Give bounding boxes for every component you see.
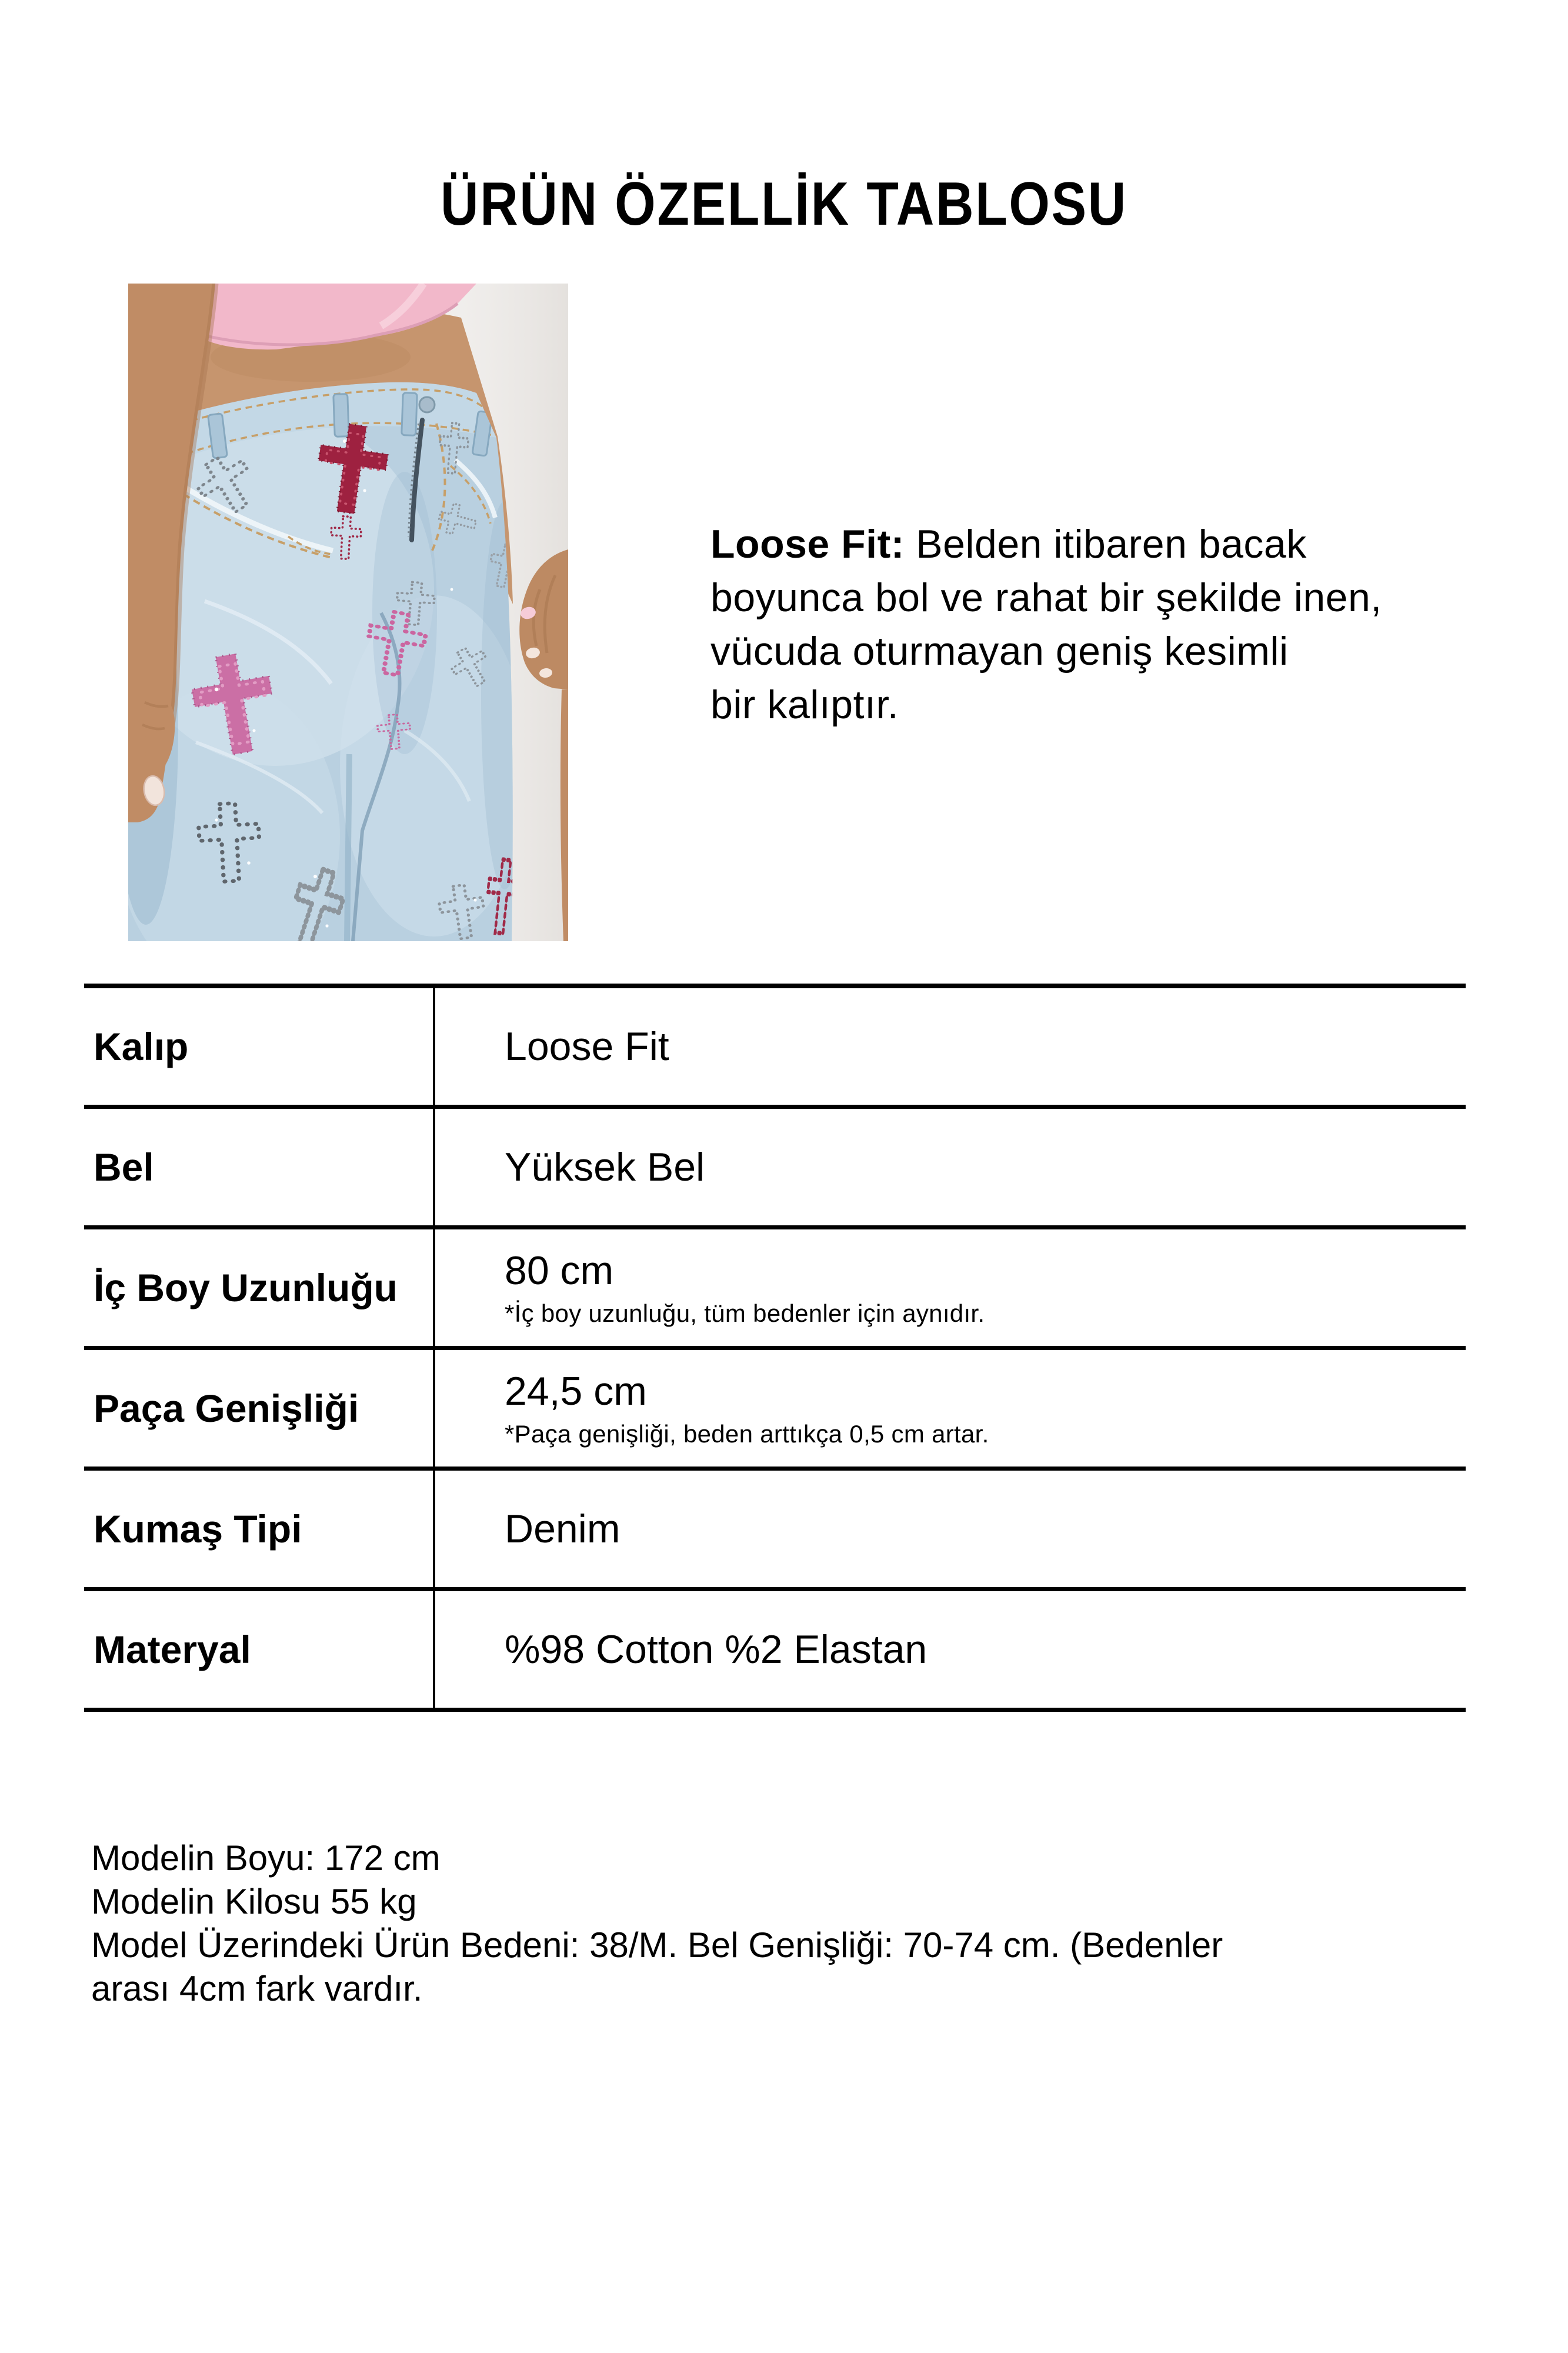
- row-label-cell: [84, 1109, 433, 1225]
- row-label-cell: [84, 988, 433, 1105]
- row-value-cell: [433, 1591, 1466, 1708]
- product-photo: [128, 284, 568, 941]
- fit-name-bold: Loose Fit:: [710, 522, 905, 566]
- model-size-line: Model Üzerindeki Ürün Bedeni: 38/M. Bel Genişliği: 70-74 cm. (Bedenler: [91, 1925, 1223, 1965]
- row-value: Yüksek Bel: [505, 1145, 705, 1189]
- row-note: *İç boy uzunluğu, tüm bedenler için aynıdır.: [505, 1299, 985, 1327]
- row-value-cell: [433, 1350, 1466, 1467]
- table-row-ic-boy: [84, 1229, 1466, 1350]
- fit-description-line1: Loose Fit: Belden itibaren bacak: [710, 522, 1307, 566]
- page-title: ÜRÜN ÖZELLİK TABLOSU: [441, 170, 1127, 238]
- page-title-wrap: [0, 169, 1568, 239]
- row-value: %98 Cotton %2 Elastan: [505, 1627, 928, 1672]
- row-label: Materyal: [94, 1628, 251, 1671]
- model-weight-line: Modelin Kilosu 55 kg: [91, 1882, 417, 1921]
- fit-description-line2: boyunca bol ve rahat bir şekilde inen,: [710, 575, 1382, 620]
- product-photo-illustration: [128, 284, 568, 941]
- row-value: 24,5 cm: [505, 1369, 647, 1414]
- table-row-paca: [84, 1350, 1466, 1471]
- row-value-cell: [433, 1229, 1466, 1346]
- table-row-kalip: [84, 988, 1466, 1109]
- row-value: Denim: [505, 1507, 620, 1551]
- fit-description-line3: vücuda oturmayan geniş kesimli: [710, 629, 1289, 674]
- row-label: Paça Genişliği: [94, 1387, 359, 1430]
- row-label: Kalıp: [94, 1025, 189, 1068]
- row-value-cell: [433, 1109, 1466, 1225]
- model-height-line: Modelin Boyu: 172 cm: [91, 1838, 441, 1878]
- row-value-cell: [433, 988, 1466, 1105]
- table-row-kumas: [84, 1471, 1466, 1591]
- table-row-materyal: [84, 1591, 1466, 1712]
- row-value: Loose Fit: [505, 1024, 669, 1069]
- model-size-line-cont: arası 4cm fark vardır.: [91, 1969, 423, 2008]
- row-label: İç Boy Uzunluğu: [94, 1266, 398, 1309]
- row-label-cell: [84, 1350, 433, 1467]
- fit-description-line4: bir kalıptır.: [710, 682, 899, 727]
- row-label: Kumaş Tipi: [94, 1507, 302, 1551]
- row-value: 80 cm: [505, 1248, 614, 1293]
- table-row-bel: [84, 1109, 1466, 1229]
- fit-description: [710, 518, 1382, 732]
- row-value-cell: [433, 1471, 1466, 1587]
- row-label-cell: [84, 1591, 433, 1708]
- spec-table: [84, 984, 1466, 1712]
- row-label: Bel: [94, 1145, 154, 1189]
- model-info: [91, 1837, 1223, 2011]
- row-label-cell: [84, 1229, 433, 1346]
- row-label-cell: [84, 1471, 433, 1587]
- row-note: *Paça genişliği, beden arttıkça 0,5 cm artar.: [505, 1420, 989, 1448]
